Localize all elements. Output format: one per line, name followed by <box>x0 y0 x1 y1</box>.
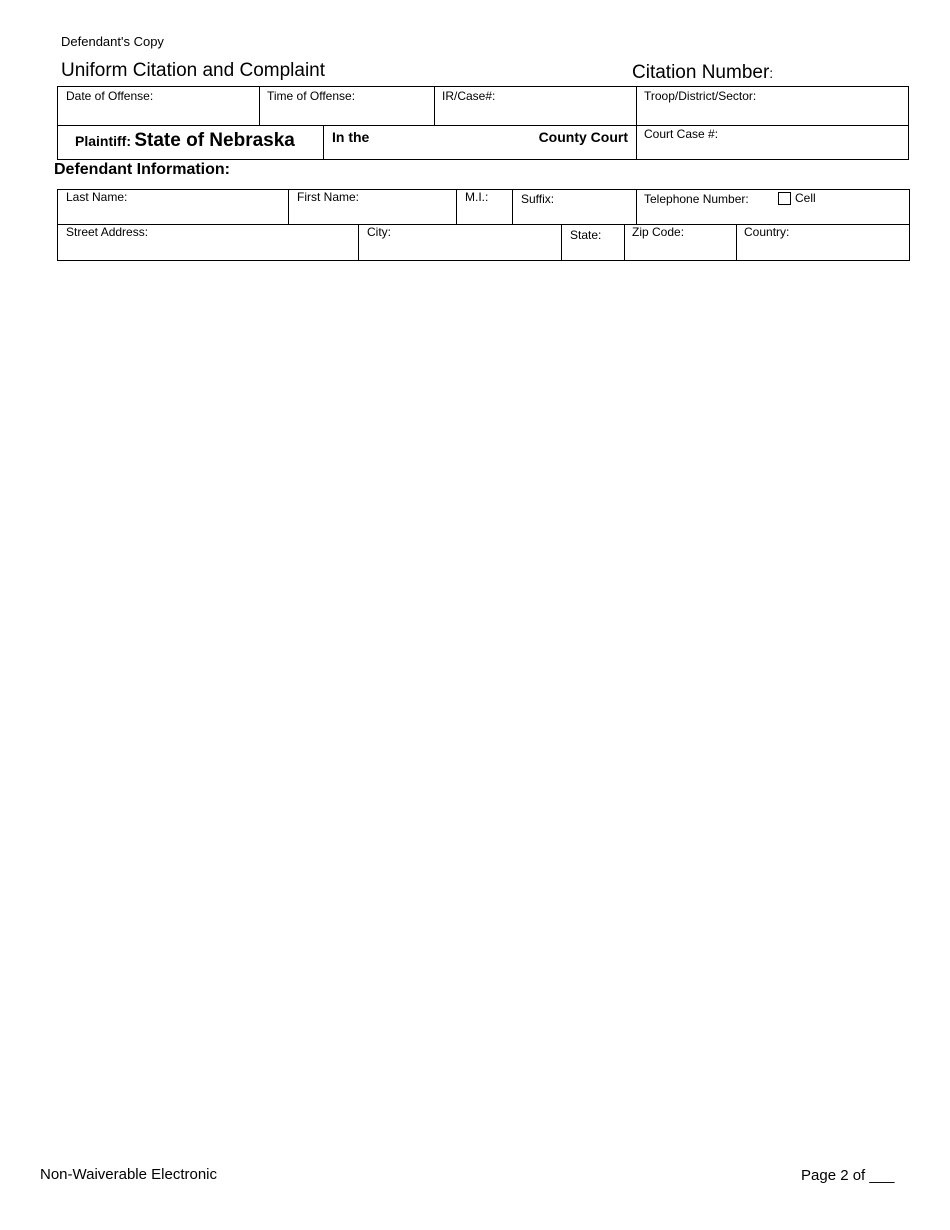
offense-row <box>57 86 909 126</box>
time-of-offense-field[interactable] <box>260 87 435 125</box>
telephone-label: Telephone Number: <box>644 192 749 206</box>
zip-code-label: Zip Code: <box>632 225 685 239</box>
state-field[interactable] <box>562 225 625 260</box>
citation-number-label <box>632 62 773 84</box>
defendant-information-heading: Defendant Information: <box>54 161 230 178</box>
troop-district-sector-field[interactable] <box>637 87 908 125</box>
court-case-label: Court Case #: <box>644 127 719 141</box>
county-court-field[interactable] <box>324 126 637 159</box>
cell-checkbox[interactable] <box>778 192 791 205</box>
court-case-field[interactable] <box>637 126 908 159</box>
citation-number-text: Citation Number <box>632 62 770 83</box>
country-label: Country: <box>744 225 790 239</box>
country-field[interactable] <box>737 225 909 260</box>
county-court-label: County Court <box>538 129 628 145</box>
time-of-offense-label: Time of Offense: <box>267 89 356 103</box>
city-label: City: <box>367 225 391 239</box>
state-label: State: <box>570 228 602 242</box>
mi-label: M.I.: <box>465 190 489 204</box>
street-address-label: Street Address: <box>66 225 149 239</box>
copy-label: Defendant's Copy <box>61 34 164 49</box>
plaintiff-value: State of Nebraska <box>134 130 295 151</box>
ir-case-field[interactable] <box>435 87 637 125</box>
court-row <box>57 125 909 160</box>
suffix-label: Suffix: <box>521 192 555 206</box>
plaintiff-cell <box>58 126 324 159</box>
mi-field[interactable] <box>457 190 513 224</box>
defendant-address-row <box>57 224 910 261</box>
zip-code-field[interactable] <box>625 225 737 260</box>
last-name-field[interactable] <box>58 190 289 224</box>
first-name-label: First Name: <box>297 190 360 204</box>
first-name-field[interactable] <box>289 190 457 224</box>
footer-left-text: Non-Waiverable Electronic <box>40 1166 218 1183</box>
last-name-label: Last Name: <box>66 190 128 204</box>
street-address-field[interactable] <box>58 225 359 260</box>
plaintiff <box>75 130 295 152</box>
in-the-label: In the <box>332 129 370 145</box>
plaintiff-label: Plaintiff: <box>75 133 131 149</box>
date-of-offense-field[interactable] <box>58 87 260 125</box>
suffix-field[interactable] <box>513 190 637 224</box>
city-field[interactable] <box>359 225 562 260</box>
page-number: Page 2 of ___ <box>801 1167 895 1184</box>
defendant-name-row <box>57 189 910 225</box>
ir-case-label: IR/Case#: <box>442 89 496 103</box>
form-title: Uniform Citation and Complaint <box>61 60 326 81</box>
cell-option <box>778 191 816 205</box>
troop-district-sector-label: Troop/District/Sector: <box>644 89 757 103</box>
citation-number-colon: : <box>769 65 774 81</box>
telephone-field[interactable] <box>637 190 909 224</box>
date-of-offense-label: Date of Offense: <box>66 89 154 103</box>
cell-label: Cell <box>795 191 816 205</box>
